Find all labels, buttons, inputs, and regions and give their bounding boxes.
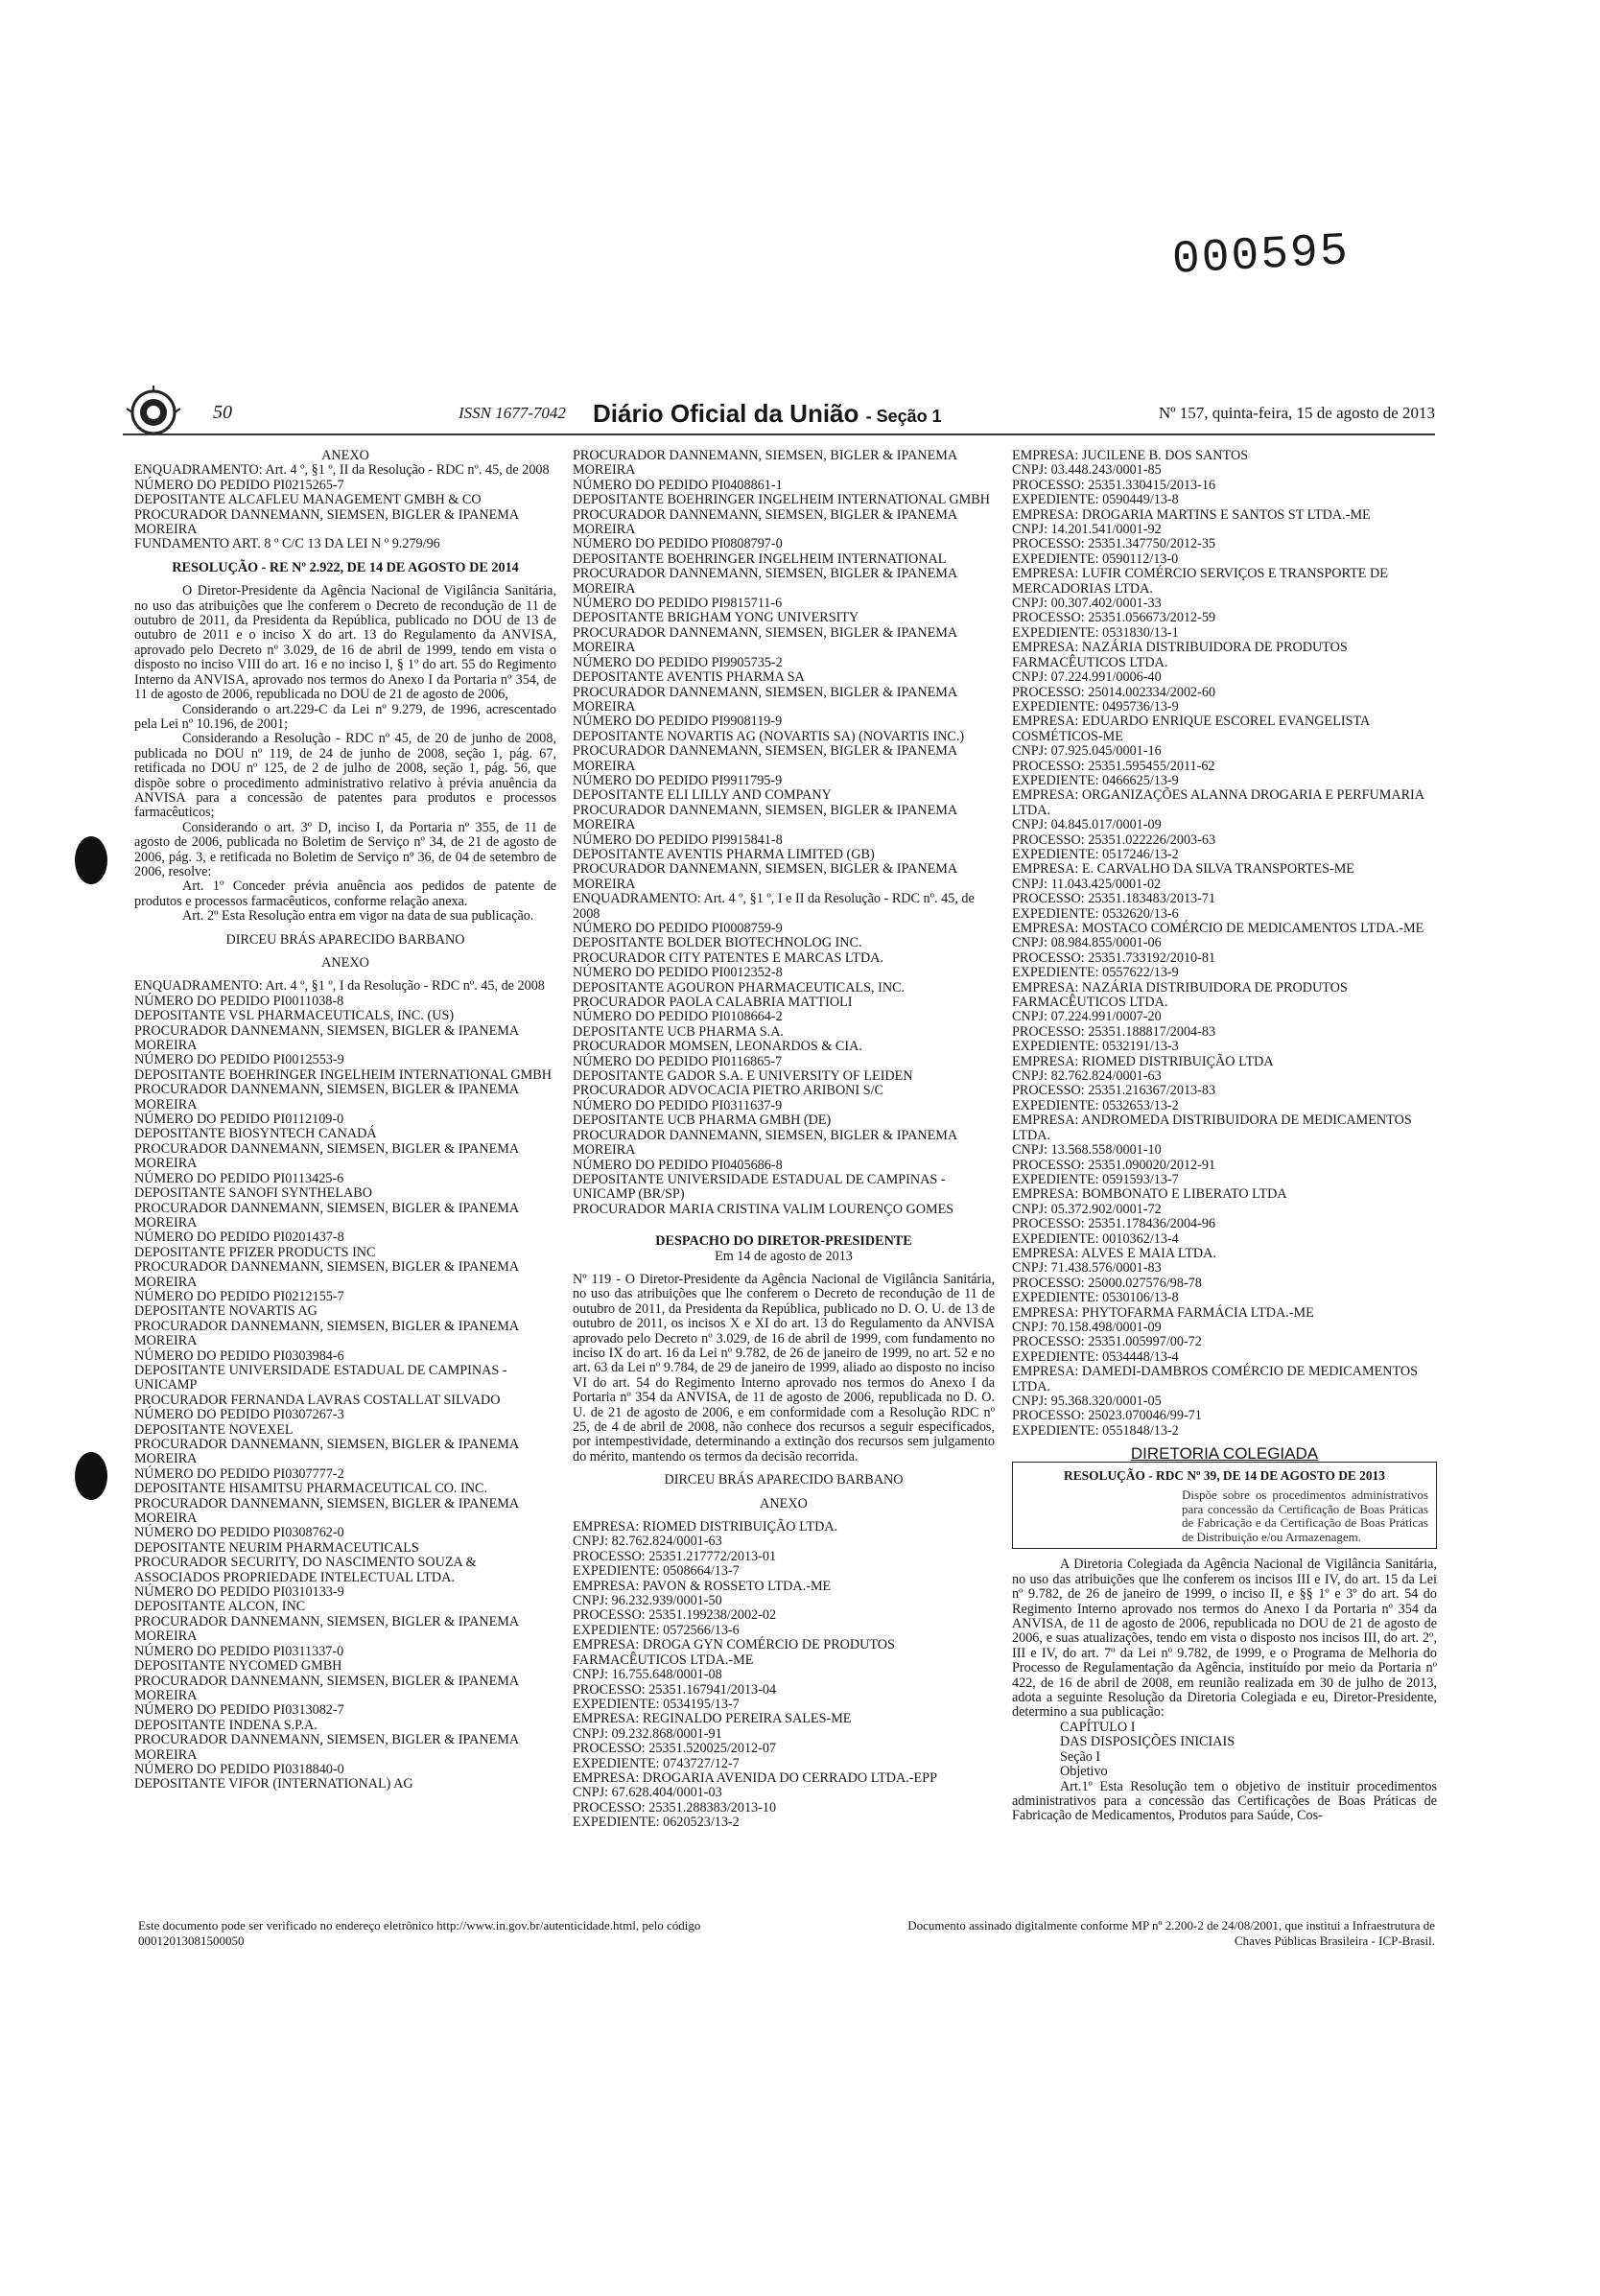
text-line: PROCURADOR MARIA CRISTINA VALIM LOURENÇO GOMES: [573, 1201, 954, 1217]
text-line: DEPOSITANTE GADOR S.A. E UNIVERSITY OF LEIDEN: [573, 1068, 913, 1085]
text-line: PROCESSO: 25351.183483/2013-71: [1012, 891, 1216, 907]
footer-signature: Documento assinado digitalmente conforme MP nº 2.200-2 de 24/08/2001, que institui a Infraestrutura de Chaves Públicas Brasileira - ICP-Brasil.: [907, 1918, 1435, 1948]
text-line: NÚMERO DO PEDIDO PI9815711-6: [573, 596, 783, 612]
footer-verification: Este documento pode ser verificado no endereço eletrônico http://www.in.gov.br/autenticidade.html, pelo código 00012013081500050: [138, 1918, 701, 1948]
text-line: PROCURADOR DANNEMANN, SIEMSEN, BIGLER & IPANEMA MOREIRA: [134, 1200, 519, 1230]
text-line: NÚMERO DO PEDIDO PI0201437-8: [134, 1230, 344, 1246]
text-line: PROCURADOR MOMSEN, LEONARDOS & CIA.: [573, 1039, 862, 1055]
text-line: DEPOSITANTE BIOSYNTECH CANADÁ: [134, 1126, 377, 1142]
text-line: EMPRESA: PHYTOFARMA FARMÁCIA LTDA.-ME: [1012, 1304, 1314, 1321]
text-line: PROCURADOR DANNEMANN, SIEMSEN, BIGLER & IPANEMA MOREIRA: [573, 624, 957, 656]
text-line: Art. 2º Esta Resolução entra em vigor na data de sua publicação.: [182, 908, 534, 925]
text-line: Em 14 de agosto de 2013: [715, 1248, 853, 1264]
text-line: EMPRESA: JUCILENE B. DOS SANTOS: [1012, 448, 1249, 463]
text-line: EMPRESA: LUFIR COMÉRCIO SERVIÇOS E TRANSPORTE DE MERCADORIAS LTDA.: [1012, 566, 1388, 597]
text-line: EMPRESA: E. CARVALHO DA SILVA TRANSPORTES-ME: [1012, 861, 1354, 878]
text-line: NÚMERO DO PEDIDO PI0307777-2: [134, 1465, 344, 1482]
text-line: PROCURADOR DANNEMANN, SIEMSEN, BIGLER & IPANEMA MOREIRA: [573, 1127, 957, 1159]
text-line: PROCESSO: 25014.002334/2002-60: [1012, 684, 1216, 700]
text-line: PROCURADOR SECURITY, DO NASCIMENTO SOUZA & ASSOCIADOS PROPRIEDADE INTELECTUAL LTDA.: [134, 1555, 477, 1585]
text-line: EXPEDIENTE: 0572566/13-6: [573, 1622, 740, 1638]
text-line: CNPJ: 08.984.855/0001-06: [1012, 935, 1162, 951]
text-line: PROCESSO: 25351.167941/2013-04: [573, 1681, 777, 1698]
text-line: PROCURADOR DANNEMANN, SIEMSEN, BIGLER & IPANEMA MOREIRA: [573, 861, 957, 892]
text-line: Art. 1º Conceder prévia anuência aos pedidos de patente de produtos e processos farmacêuticos, conforme relação anexa.: [134, 879, 556, 909]
text-line: DIRCEU BRÁS APARECIDO BARBANO: [225, 931, 465, 948]
text-line: NÚMERO DO PEDIDO PI0112109-0: [134, 1112, 344, 1128]
text-line: ANEXO: [321, 955, 369, 971]
text-line: EXPEDIENTE: 0532653/13-2: [1012, 1097, 1179, 1113]
text-line: Considerando o art. 3º D, inciso I, da Portaria nº 355, de 11 de agosto de 2006, publicada no Boletim de Serviço nº 34, de 21 de agosto de 2006, pág. 3, e retificada no Boletim de Serviço nº 36, de 04 de setembro de 2006, resolve:: [134, 819, 556, 879]
text-line: CNPJ: 07.925.045/0001-16: [1012, 743, 1162, 760]
text-line: CNPJ: 82.762.824/0001-63: [573, 1534, 722, 1550]
text-line: EXPEDIENTE: 0534195/13-7: [573, 1696, 740, 1712]
text-line: EMPRESA: RIOMED DISTRIBUIÇÃO LTDA: [1012, 1053, 1274, 1069]
text-line: DEPOSITANTE UNIVERSIDADE ESTADUAL DE CAMPINAS - UNICAMP (BR/SP): [573, 1171, 946, 1203]
text-line: DEPOSITANTE ELI LILLY AND COMPANY: [573, 787, 832, 804]
document-stamp-number: 000595: [1170, 225, 1352, 287]
text-line: CNPJ: 07.224.991/0006-40: [1012, 669, 1162, 686]
text-line: DEPOSITANTE UCB PHARMA S.A.: [573, 1023, 784, 1040]
text-line: PROCURADOR FERNANDA LAVRAS COSTALLAT SILVADO: [134, 1392, 501, 1408]
text-line: EXPEDIENTE: 0532620/13-6: [1012, 905, 1179, 922]
text-line: DEPOSITANTE AVENTIS PHARMA LIMITED (GB): [573, 846, 875, 862]
text-line: ENQUADRAMENTO: Art. 4 º, §1 º, I da Resolução - RDC nº. 45, de 2008: [134, 978, 545, 995]
resolution-box: [1012, 1462, 1437, 1550]
text-line: PROCESSO: 25351.520025/2012-07: [573, 1741, 777, 1757]
text-line: PROCESSO: 25023.070046/99-71: [1012, 1408, 1202, 1424]
text-line: DEPOSITANTE BOEHRINGER INGELHEIM INTERNATIONAL GMBH: [134, 1066, 552, 1083]
text-line: PROCESSO: 25351.217772/2013-01: [573, 1548, 777, 1564]
text-line: EXPEDIENTE: 0495736/13-9: [1012, 698, 1179, 715]
text-line: PROCURADOR DANNEMANN, SIEMSEN, BIGLER & IPANEMA MOREIRA: [573, 684, 957, 715]
header-rule: [123, 433, 1435, 435]
text-line: EXPEDIENTE: 0517246/13-2: [1012, 846, 1179, 862]
text-line: PROCURADOR DANNEMANN, SIEMSEN, BIGLER & IPANEMA MOREIRA: [134, 1673, 519, 1703]
text-line: PROCURADOR ADVOCACIA PIETRO ARIBONI S/C: [573, 1083, 883, 1099]
text-line: EMPRESA: MOSTACO COMÉRCIO DE MEDICAMENTOS LTDA.-ME: [1012, 921, 1424, 936]
text-line: EXPEDIENTE: 0531830/13-1: [1012, 624, 1179, 641]
text-line: EXPEDIENTE: 0534448/13-4: [1012, 1348, 1179, 1365]
text-line: DEPOSITANTE NOVEXEL: [134, 1421, 294, 1438]
text-line: PROCURADOR DANNEMANN, SIEMSEN, BIGLER & IPANEMA MOREIRA: [134, 1022, 519, 1054]
text-line: DEPOSITANTE NOVARTIS AG: [134, 1303, 318, 1320]
text-line: PROCESSO: 25351.595455/2011-62: [1012, 758, 1215, 774]
text-line: CNPJ: 13.568.558/0001-10: [1012, 1142, 1162, 1159]
text-line: NÚMERO DO PEDIDO PI0116865-7: [573, 1053, 783, 1069]
text-line: Seção I: [1060, 1748, 1101, 1765]
text-line: DEPOSITANTE AGOURON PHARMACEUTICALS, INC.: [573, 979, 906, 996]
text-line: ENQUADRAMENTO: Art. 4 º, §1 º, I e II da Resolução - RDC nº. 45, de 2008: [573, 891, 975, 922]
text-line: EMPRESA: EDUARDO ENRIQUE ESCOREL EVANGELISTA COSMÉTICOS-ME: [1012, 714, 1370, 744]
text-line: EMPRESA: BOMBONATO E LIBERATO LTDA: [1012, 1186, 1287, 1203]
text-line: NÚMERO DO PEDIDO PI0311337-0: [134, 1643, 344, 1659]
column-right-list: [1012, 449, 1437, 1439]
text-line: NÚMERO DO PEDIDO PI0012352-8: [573, 965, 783, 981]
text-line: EMPRESA: ALVES E MAIA LTDA.: [1012, 1245, 1216, 1261]
text-line: DESPACHO DO DIRETOR-PRESIDENTE: [655, 1233, 912, 1250]
text-line: PROCURADOR DANNEMANN, SIEMSEN, BIGLER & IPANEMA MOREIRA: [573, 506, 957, 538]
text-line: PROCURADOR DANNEMANN, SIEMSEN, BIGLER & IPANEMA MOREIRA: [134, 1082, 519, 1113]
text-line: EMPRESA: DROGA GYN COMÉRCIO DE PRODUTOS FARMACÊUTICOS LTDA.-ME: [573, 1637, 895, 1668]
text-line: DEPOSITANTE UCB PHARMA GMBH (DE): [573, 1113, 832, 1129]
text-line: EMPRESA: DROGARIA MARTINS E SANTOS ST LTDA.-ME: [1012, 506, 1371, 523]
text-line: RESOLUÇÃO - RE Nº 2.922, DE 14 DE AGOSTO DE 2014: [172, 559, 519, 575]
text-line: PROCURADOR DANNEMANN, SIEMSEN, BIGLER & IPANEMA MOREIRA: [134, 1140, 519, 1172]
text-line: DEPOSITANTE ALCAFLEU MANAGEMENT GMBH & CO: [134, 492, 482, 508]
text-line: NÚMERO DO PEDIDO PI0405686-8: [573, 1157, 783, 1173]
publication-title: Diário Oficial da União - Seção 1: [593, 399, 942, 428]
text-line: NÚMERO DO PEDIDO PI0011038-8: [134, 993, 344, 1009]
text-line: PROCURADOR DANNEMANN, SIEMSEN, BIGLER & IPANEMA MOREIRA: [573, 802, 957, 833]
punch-hole: [75, 1452, 107, 1500]
text-line: DAS DISPOSIÇÕES INICIAIS: [1060, 1734, 1235, 1750]
text-line: EMPRESA: DROGARIA AVENIDA DO CERRADO LTDA.-EPP: [573, 1769, 937, 1786]
text-line: EXPEDIENTE: 0532191/13-3: [1012, 1039, 1179, 1055]
text-line: CNPJ: 67.628.404/0001-03: [573, 1785, 722, 1801]
text-line: DEPOSITANTE VSL PHARMACEUTICALS, INC. (US): [134, 1008, 455, 1024]
text-line: ANEXO: [321, 448, 369, 463]
text-line: EXPEDIENTE: 0743727/12-7: [573, 1755, 740, 1771]
text-line: ENQUADRAMENTO: Art. 4 º, §1 º, II da Resolução - RDC nº. 45, de 2008: [134, 462, 550, 479]
text-line: DEPOSITANTE UNIVERSIDADE ESTADUAL DE CAMPINAS - UNICAMP: [134, 1362, 507, 1394]
text-line: O Diretor-Presidente da Agência Nacional de Vigilância Sanitária, no uso das atribuições que lhe conferem o Decreto de recondução de 11 de outubro de 2011, da Presidenta da República, publicado no DOU de 13 de outubro de 2011 e o inciso X do art. 13 do Regulamento da ANVISA, aprovado pelo Decreto nº 3.029, de 16 de abril de 1999, tendo em vista o disposto no inciso VIII do art. 16 e no inciso I, § 1º do art. 55 do Regimento Interno da ANVISA, aprovado nos termos do Anexo I da Portaria nº 354, de 11 de agosto de 2006, republicada no DOU de 21 de agosto de 2006,: [134, 583, 556, 703]
text-line: EXPEDIENTE: 0557622/13-9: [1012, 965, 1179, 981]
text-line: CNPJ: 05.372.902/0001-72: [1012, 1201, 1162, 1217]
text-line: PROCURADOR DANNEMANN, SIEMSEN, BIGLER & IPANEMA MOREIRA: [573, 743, 957, 774]
page-number: 50: [213, 402, 232, 423]
text-line: NÚMERO DO PEDIDO PI0308762-0: [134, 1525, 344, 1541]
text-line: PROCESSO: 25351.005997/00-72: [1012, 1334, 1202, 1350]
column-left: [134, 449, 556, 1792]
column-right: [1012, 449, 1437, 1824]
text-line: CNPJ: 11.043.425/0001-02: [1012, 876, 1162, 892]
text-line: Objetivo: [1060, 1764, 1108, 1780]
text-line: PROCURADOR DANNEMANN, SIEMSEN, BIGLER & IPANEMA MOREIRA: [134, 1318, 519, 1349]
text-line: DIRCEU BRÁS APARECIDO BARBANO: [664, 1472, 904, 1488]
section-heading-diretoria: DIRETORIA COLEGIADA: [1130, 1444, 1319, 1464]
text-line: EMPRESA: NAZÁRIA DISTRIBUIDORA DE PRODUTOS FARMACÊUTICOS LTDA.: [1012, 979, 1348, 1011]
resolution-summary: Dispõe sobre os procedimentos administrativos para concessão da Certificação de Boas Práticas de Fabricação e da Certificação de Boas Práticas de Distribuição e/ou Armazenagem.: [1182, 1488, 1428, 1544]
text-line: PROCURADOR DANNEMANN, SIEMSEN, BIGLER & IPANEMA MOREIRA: [134, 1613, 519, 1645]
text-line: NÚMERO DO PEDIDO PI0008759-9: [573, 921, 783, 936]
text-line: PROCURADOR DANNEMANN, SIEMSEN, BIGLER & IPANEMA MOREIRA: [134, 506, 519, 538]
text-line: EXPEDIENTE: 0551848/13-2: [1012, 1422, 1179, 1439]
text-line: EMPRESA: REGINALDO PEREIRA SALES-ME: [573, 1711, 852, 1727]
text-line: PROCESSO: 25351.347750/2012-35: [1012, 536, 1216, 552]
text-line: PROCESSO: 25351.178436/2004-96: [1012, 1216, 1216, 1232]
text-line: CNPJ: 09.232.868/0001-91: [573, 1725, 722, 1742]
text-line: PROCESSO: 25351.330415/2013-16: [1012, 477, 1216, 493]
text-line: EXPEDIENTE: 0620523/13-2: [573, 1815, 740, 1831]
text-line: NÚMERO DO PEDIDO PI0307267-3: [134, 1407, 344, 1423]
text-line: NÚMERO DO PEDIDO PI0303984-6: [134, 1347, 344, 1364]
text-line: NÚMERO DO PEDIDO PI0310133-9: [134, 1584, 344, 1601]
text-line: NÚMERO DO PEDIDO PI0311637-9: [573, 1097, 783, 1113]
text-line: NÚMERO DO PEDIDO PI0012553-9: [134, 1052, 344, 1068]
text-line: ANEXO: [760, 1495, 808, 1511]
text-line: DEPOSITANTE AVENTIS PHARMA SA: [573, 669, 805, 686]
issn: ISSN 1677-7042: [459, 404, 566, 422]
text-line: NÚMERO DO PEDIDO PI0212155-7: [134, 1288, 344, 1304]
text-line: CNPJ: 03.448.243/0001-85: [1012, 462, 1162, 479]
text-line: CAPÍTULO I: [1060, 1719, 1136, 1735]
issue-info: Nº 157, quinta-feira, 15 de agosto de 2013: [1158, 404, 1435, 422]
text-line: EXPEDIENTE: 0508664/13-7: [573, 1563, 740, 1580]
text-line: DEPOSITANTE NEURIM PHARMACEUTICALS: [134, 1539, 419, 1556]
text-line: NÚMERO DO PEDIDO PI0313082-7: [134, 1702, 344, 1719]
text-line: CNPJ: 04.845.017/0001-09: [1012, 817, 1162, 833]
text-line: PROCESSO: 25351.288383/2013-10: [573, 1799, 777, 1816]
text-line: Nº 119 - O Diretor-Presidente da Agência Nacional de Vigilância Sanitária, no uso das atribuições que lhe conferem o Decreto de recondução de 11 de outubro de 2011, da Presidenta da República, publicado no D. O. U. de 13 de outubro de 2011, os incisos X e XI do art. 13 do Regulamento da ANVISA aprovado pelo Decreto nº 3.029, de 16 de abril de 1999, com fundamento no inciso IX do art. 16 da Lei nº 9.782, de 26 de janeiro de 1999, no art. 52 e no art. 63 da Lei nº 9.784, de 29 de janeiro de 1999, aliado ao disposto no inciso VI do art. 54 do Regimento Interno aprovado nos termos do Anexo I da Portaria nº 354 da ANVISA, de 11 de agosto de 2006, republicada no D. O. U. de 21 de agosto de 2006, e em conformidade com a Resolução RDC nº 25, de 4 de abril de 2008, não conhece dos recursos a seguir especificados, por intempestividade, determinando a extinção dos recursos sem julgamento do mérito, mantendo os termos da decisão recorrida.: [573, 1271, 995, 1464]
column-middle: [573, 449, 995, 1831]
text-line: CNPJ: 16.755.648/0001-08: [573, 1667, 722, 1683]
text-line: DEPOSITANTE BOEHRINGER INGELHEIM INTERNATIONAL: [573, 551, 947, 567]
text-line: Considerando a Resolução - RDC nº 45, de 20 de junho de 2008, publicada no DOU nº 119, de 24 de junho de 2008, seção 1, pág. 67, retificada no DOU nº 125, de 2 de julho de 2008, seção 1, pág. 56, que dispõe sobre o procedimento administrativo relativo à prévia anuência da ANVISA para a concessão de patentes para produtos e processos farmacêuticos;: [134, 731, 556, 821]
text-line: NÚMERO DO PEDIDO PI9915841-8: [573, 832, 783, 848]
page-header: [123, 399, 1435, 430]
text-line: DEPOSITANTE BOEHRINGER INGELHEIM INTERNATIONAL GMBH: [573, 492, 990, 508]
text-line: NÚMERO DO PEDIDO PI9911795-9: [573, 772, 783, 788]
spacer: [573, 1217, 995, 1226]
text-line: PROCURADOR DANNEMANN, SIEMSEN, BIGLER & IPANEMA MOREIRA: [134, 1495, 519, 1527]
text-line: EXPEDIENTE: 0010362/13-4: [1012, 1230, 1179, 1247]
text-line: CNPJ: 82.762.824/0001-63: [1012, 1068, 1162, 1085]
text-line: EXPEDIENTE: 0466625/13-9: [1012, 772, 1179, 788]
text-line: PROCURADOR DANNEMANN, SIEMSEN, BIGLER & IPANEMA MOREIRA: [134, 1259, 519, 1290]
text-line: EMPRESA: ANDROMEDA DISTRIBUIDORA DE MEDICAMENTOS LTDA.: [1012, 1113, 1412, 1143]
text-line: CNPJ: 96.232.939/0001-50: [573, 1593, 722, 1609]
text-line: PROCESSO: 25351.090020/2012-91: [1012, 1157, 1216, 1173]
text-line: PROCURADOR DANNEMANN, SIEMSEN, BIGLER & IPANEMA MOREIRA: [134, 1437, 519, 1467]
text-line: PROCESSO: 25351.199238/2002-02: [573, 1607, 777, 1624]
text-line: NÚMERO DO PEDIDO PI9905735-2: [573, 654, 783, 670]
text-line: A Diretoria Colegiada da Agência Nacional de Vigilância Sanitária, no uso das atribuições que lhe conferem os incisos III e IV, do art. 15 da Lei nº 9.782, de 26 de janeiro de 1999, o inciso II, e §§ 1º e 3º do art. 54 do Regimento Interno aprovado nos termos do Anexo I da Portaria nº 354 da ANVISA, de 11 de agosto de 2006, republicada no DOU de 21 de agosto de 2006, e suas atualizações, tendo em vista o disposto nos incisos III, do art. 2º, III e IV, do art. 7º da Lei nº 9.782, de 1999, e o Programa de Melhoria do Processo de Regulamentação da Agência, instituído por meio da Portaria nº 422, de 16 de abril de 2008, em reunião realizada em 30 de julho de 2013, adota a seguinte Resolução da Diretoria Colegiada e eu, Diretor-Presidente, determino a sua publicação:: [1012, 1557, 1437, 1721]
text-line: DEPOSITANTE ALCON, INC: [134, 1599, 306, 1615]
text-line: Art.1º Esta Resolução tem o objetivo de instituir procedimentos administrativos para a concessão das Certificações de Boas Práticas de Fabricação de Medicamentos, Produtos para Saúde, Cos-: [1012, 1778, 1437, 1824]
text-line: DEPOSITANTE INDENA S.P.A.: [134, 1717, 318, 1733]
text-line: DEPOSITANTE BOLDER BIOTECHNOLOG INC.: [573, 935, 862, 951]
section-label: - Seção 1: [865, 407, 942, 426]
text-line: NÚMERO DO PEDIDO PI0408861-1: [573, 477, 783, 493]
text-line: EXPEDIENTE: 0591593/13-7: [1012, 1171, 1179, 1187]
text-line: EXPEDIENTE: 0590112/13-0: [1012, 551, 1179, 567]
text-line: EMPRESA: DAMEDI-DAMBROS COMÉRCIO DE MEDICAMENTOS LTDA.: [1012, 1364, 1419, 1394]
text-line: NÚMERO DO PEDIDO PI0113425-6: [134, 1170, 344, 1186]
text-line: DEPOSITANTE NYCOMED GMBH: [134, 1658, 342, 1675]
text-line: EMPRESA: PAVON & ROSSETO LTDA.-ME: [573, 1578, 832, 1594]
text-line: PROCURADOR CITY PATENTES E MARCAS LTDA.: [573, 949, 883, 966]
text-line: CNPJ: 95.368.320/0001-05: [1012, 1394, 1162, 1409]
text-line: DEPOSITANTE VIFOR (INTERNATIONAL) AG: [134, 1776, 413, 1792]
text-line: PROCESSO: 25351.022226/2003-63: [1012, 832, 1216, 848]
text-line: PROCESSO: 25351.733192/2010-81: [1012, 949, 1216, 966]
text-line: FUNDAMENTO ART. 8 º C/C 13 DA LEI N º 9.279/96: [134, 536, 440, 552]
text-line: PROCURADOR DANNEMANN, SIEMSEN, BIGLER & IPANEMA MOREIRA: [573, 448, 957, 479]
text-line: CNPJ: 71.438.576/0001-83: [1012, 1260, 1162, 1277]
text-line: NÚMERO DO PEDIDO PI0318840-0: [134, 1761, 344, 1777]
text-line: EMPRESA: ORGANIZAÇÕES ALANNA DROGARIA E PERFUMARIA LTDA.: [1012, 787, 1424, 818]
text-line: NÚMERO DO PEDIDO PI0108664-2: [573, 1009, 783, 1025]
text-line: DEPOSITANTE PFIZER PRODUCTS INC: [134, 1244, 376, 1260]
text-line: NÚMERO DO PEDIDO PI0215265-7: [134, 477, 344, 493]
text-line: DEPOSITANTE HISAMITSU PHARMACEUTICAL CO. INC.: [134, 1481, 488, 1497]
text-line: EXPEDIENTE: 0530106/13-8: [1012, 1290, 1179, 1306]
text-line: EMPRESA: NAZÁRIA DISTRIBUIDORA DE PRODUTOS FARMACÊUTICOS LTDA.: [1012, 640, 1348, 670]
text-line: CNPJ: 00.307.402/0001-33: [1012, 596, 1162, 612]
text-line: EXPEDIENTE: 0590449/13-8: [1012, 492, 1179, 508]
resolution-heading: RESOLUÇÃO - RDC Nº 39, DE 14 DE AGOSTO DE 2013: [1064, 1467, 1385, 1483]
text-line: Considerando o art.229-C da Lei nº 9.279, de 1996, acrescentado pela Lei nº 10.196, de 2001;: [134, 701, 556, 732]
text-line: DEPOSITANTE SANOFI SYNTHELABO: [134, 1185, 372, 1202]
punch-hole: [75, 836, 107, 884]
text-line: PROCESSO: 25351.056673/2012-59: [1012, 610, 1216, 626]
text-line: NÚMERO DO PEDIDO PI9908119-9: [573, 714, 783, 730]
text-line: DEPOSITANTE NOVARTIS AG (NOVARTIS SA) (NOVARTIS INC.): [573, 728, 965, 744]
text-line: DEPOSITANTE BRIGHAM YONG UNIVERSITY: [573, 610, 859, 626]
resolution-body: [1012, 1558, 1437, 1823]
text-line: PROCURADOR DANNEMANN, SIEMSEN, BIGLER & IPANEMA MOREIRA: [134, 1732, 519, 1763]
text-line: PROCESSO: 25351.216367/2013-83: [1012, 1083, 1216, 1099]
text-line: PROCURADOR PAOLA CALABRIA MATTIOLI: [573, 995, 853, 1011]
text-line: PROCESSO: 25000.027576/98-78: [1012, 1275, 1202, 1291]
text-line: CNPJ: 14.201.541/0001-92: [1012, 522, 1162, 538]
text-line: PROCURADOR DANNEMANN, SIEMSEN, BIGLER & IPANEMA MOREIRA: [573, 566, 957, 597]
text-line: CNPJ: 70.158.498/0001-09: [1012, 1319, 1162, 1335]
text-line: PROCESSO: 25351.188817/2004-83: [1012, 1023, 1216, 1040]
text-line: CNPJ: 07.224.991/0007-20: [1012, 1009, 1162, 1025]
text-line: EMPRESA: RIOMED DISTRIBUIÇÃO LTDA.: [573, 1519, 838, 1535]
text-line: NÚMERO DO PEDIDO PI0808797-0: [573, 536, 783, 552]
